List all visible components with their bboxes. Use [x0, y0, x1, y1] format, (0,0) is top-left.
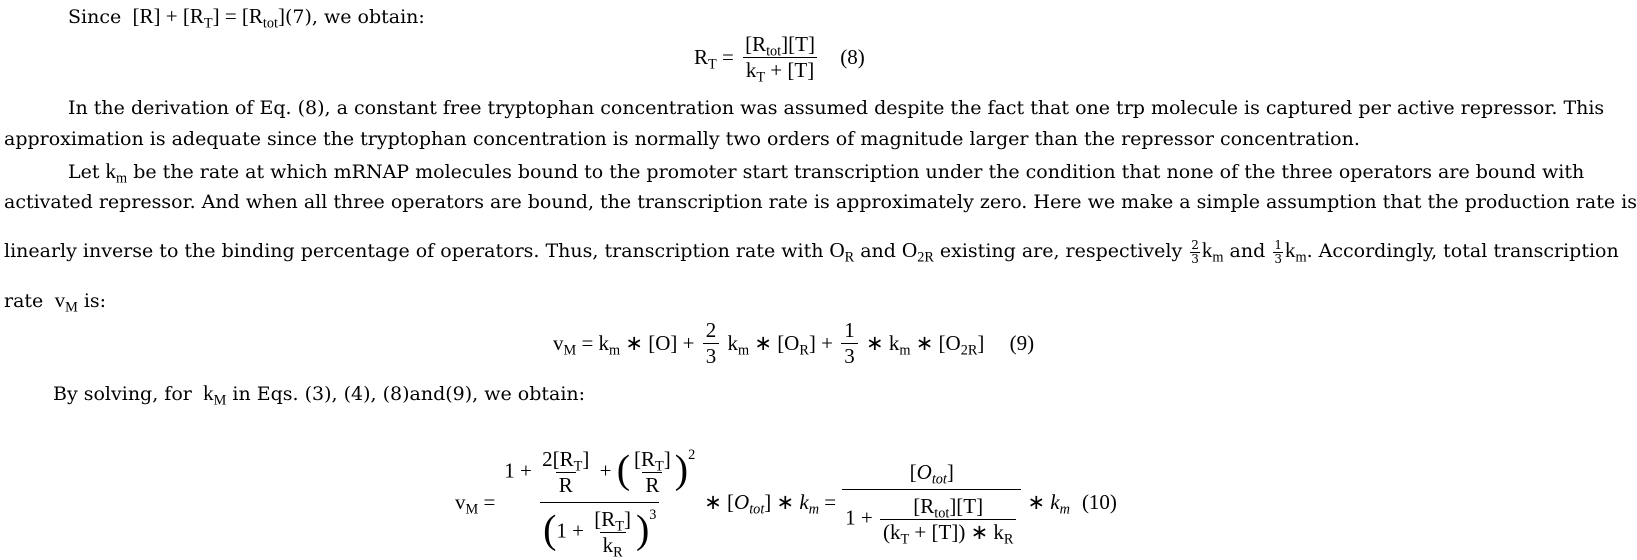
equation-10-number: (10) — [1081, 490, 1117, 514]
since-tail: (7), we obtain: — [284, 6, 425, 28]
two-thirds-fraction: $\frac{2}{3}$ — [1191, 237, 1199, 266]
one-third-fraction: $\frac{1}{3}$ — [1274, 237, 1282, 266]
equation-9: $v_M = k_m$ ∗ [O] + $\frac{2}{3}$ $k_m$ ∗ $[O_R]$ + $\frac{1}{3}$ ∗ $k_m$ ∗ $[O_{2R}]$ (9) — [553, 318, 1035, 368]
paragraph-derivation-line-2: approximation is adequate since the tryptophan concentration is normally two orders of magnitude larger than the repressor concentration. — [4, 128, 1360, 150]
equation-8: $R_T$ = $\frac{[R_{tot}][T]}{k_T + [T]}$ (8) — [694, 32, 865, 86]
equation-8-number: (8) — [840, 45, 865, 69]
paragraph-rate-line-1: Let $k_m$ be the rate at which mRNAP molecules bound to the promoter start transcription under the condition that none of the three operators are bound with — [68, 159, 1585, 187]
or-symbol: $O_R$ — [829, 238, 855, 266]
paragraph-derivation-line-1: In the derivation of Eq. (8), a constant free tryptophan concentration was assumed despite the fact that one trp molecule is captured per active repressor. This — [68, 97, 1605, 119]
paragraph-rate-line-2: activated repressor. And when all three operators are bound, the transcription rate is approximately zero. Here we make a simple assumption that the production rate is — [4, 191, 1637, 213]
equation-7-inline: $[R] + [R_T] = [R_{tot}]$ — [127, 4, 285, 32]
equation-10-fraction-2: $[O_{tot}]$ 1 + $\frac{[R_{tot}][T]}{(k_T + [T]) ∗ k_R}$ — [842, 460, 1021, 545]
equation-10-fraction-1: 1 + $\frac{2[R_T]}{R}$ + ( $\frac{[R_T]}{R}$ )$^2$ (1 + $\frac{[R_T]}{k_R}$ )$^3$ — [504, 446, 696, 560]
km-symbol: $k_m$ — [105, 159, 128, 187]
paragraph-since — [68, 4, 425, 32]
paragraph-solving: By solving, for $k_M$ in Eqs. (3), (4), (8)and(9), we obtain: — [53, 381, 586, 409]
equation-9-number: (9) — [1009, 331, 1035, 355]
equation-10: $v_M$ = 1 + $\frac{2[R_T]}{R}$ + ( $\frac{[R_T]}{R}$ )$^2$ (1 + $\frac{[R_T]}{k_R}$ )$^3$ ∗ $[O_{tot}]$ ∗ $k_m$ = $[O_{tot}]$ 1 + $\frac{[R_{tot}][T]}{(k_T + [T]) ∗ k_R}$ ∗ $k_m$ (10) — [455, 446, 1117, 560]
equation-8-fraction: $\frac{[R_{tot}][T]}{k_T + [T]}$ — [742, 32, 818, 83]
since-text: Since — [68, 6, 122, 28]
paragraph-rate-line-4: rate $v_M$ is: — [4, 288, 107, 316]
paragraph-rate-line-3: linearly inverse to the binding percentage of operators. Thus, transcription rate with $O_R$ and $O_{2R}$ existing are, respectively $\frac{2}{3}$ $k_m$ and $\frac{1}{3}$ $k_m$. Accordingly, total transcription — [4, 237, 1619, 266]
kM-symbol: $k_M$ — [197, 381, 227, 409]
vm-symbol: $v_M$ — [49, 288, 78, 316]
o2r-symbol: $O_{2R}$ — [902, 238, 934, 266]
